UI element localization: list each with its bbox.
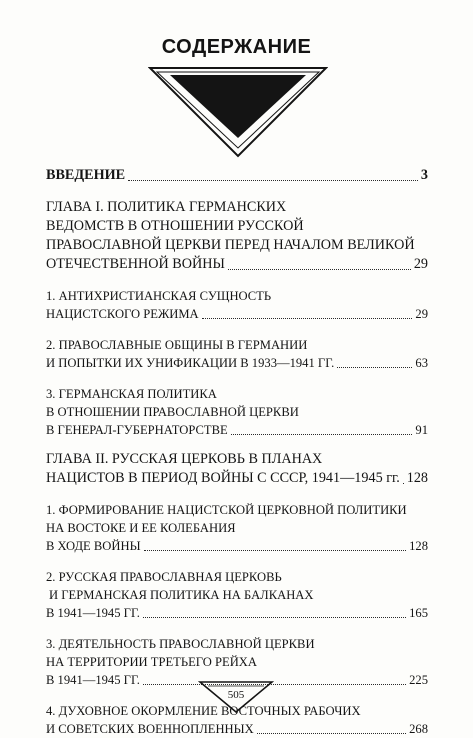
toc-entry-title-line: 3. ГЕРМАНСКАЯ ПОЛИТИКА xyxy=(46,387,217,401)
page-title: СОДЕРЖАНИЕ xyxy=(161,36,312,58)
leader-dots xyxy=(144,550,407,551)
leader-dots xyxy=(257,733,406,734)
toc-entry-title: ВВЕДЕНИЕ xyxy=(46,167,126,183)
toc-entry-title-line: В 1941—1945 ГГ. xyxy=(46,673,140,687)
toc-entry-title-line: 1. ФОРМИРОВАНИЕ НАЦИСТСКОЙ ЦЕРКОВНОЙ ПОЛИТИКИ xyxy=(46,503,407,517)
toc-page-number: 29 xyxy=(415,307,428,321)
toc-page-number: 29 xyxy=(413,256,428,272)
leader-dots xyxy=(128,180,418,181)
toc-entry-title-line: ГЛАВА I. ПОЛИТИКА ГЕРМАНСКИХ xyxy=(46,199,287,215)
toc-entry-title-line: В ОТНОШЕНИИ ПРАВОСЛАВНОЙ ЦЕРКВИ xyxy=(46,405,299,419)
leader-dots xyxy=(143,684,406,685)
toc-entry-1-2[interactable] xyxy=(46,336,428,372)
toc-entry-title-line: В 1941—1945 ГГ. xyxy=(46,606,140,620)
leader-dots xyxy=(337,367,412,368)
toc-page-number: 91 xyxy=(415,423,428,437)
toc-entry-1-1[interactable] xyxy=(46,287,428,323)
leader-dots xyxy=(403,483,404,484)
toc-entry-2-1[interactable] xyxy=(46,501,428,555)
toc-entry-2-2[interactable] xyxy=(46,568,428,622)
toc-page-number: 225 xyxy=(409,673,428,687)
toc-entry-title-line: В ГЕНЕРАЛ-ГУБЕРНАТОРСТВЕ xyxy=(46,423,228,437)
page-number: 505 xyxy=(227,689,245,701)
toc-entry-title-line: И ПОПЫТКИ ИХ УНИФИКАЦИИ В 1933—1941 ГГ. xyxy=(46,356,335,370)
toc-entry-title-line: 1. АНТИХРИСТИАНСКАЯ СУЩНОСТЬ xyxy=(46,289,272,303)
toc-page-number: 165 xyxy=(409,606,428,620)
toc-entry-title-line: НАЦИСТОВ В ПЕРИОД ВОЙНЫ С СССР, 1941—1945 гг. xyxy=(46,470,400,486)
leader-dots xyxy=(228,269,411,270)
toc-entry-title-line: 4. ДУХОВНОЕ ОКОРМЛЕНИЕ ВОСТОЧНЫХ РАБОЧИХ xyxy=(46,704,361,718)
toc-entry-title-line: ГЛАВА II. РУССКАЯ ЦЕРКОВЬ В ПЛАНАХ xyxy=(46,451,323,467)
toc-entry-title-line: ОТЕЧЕСТВЕННОЙ ВОЙНЫ xyxy=(46,256,225,272)
toc-entry-title-line: НАЦИСТСКОГО РЕЖИМА xyxy=(46,307,199,321)
toc-page-number: 128 xyxy=(409,539,428,553)
toc-entry-title-line: НА ВОСТОКЕ И ЕЕ КОЛЕБАНИЯ xyxy=(46,521,236,535)
leader-dots xyxy=(231,434,413,435)
toc-entry-1-3[interactable] xyxy=(46,385,428,439)
toc-entry-title-line: В ХОДЕ ВОЙНЫ xyxy=(46,539,141,553)
toc-entry-title-line: 3. ДЕЯТЕЛЬНОСТЬ ПРАВОСЛАВНОЙ ЦЕРКВИ xyxy=(46,637,315,651)
toc-entry-title-line: НА ТЕРРИТОРИИ ТРЕТЬЕГО РЕЙХА xyxy=(46,655,257,669)
toc-page-number: 268 xyxy=(409,722,428,736)
leader-dots xyxy=(202,318,413,319)
page-footer xyxy=(198,680,274,719)
triangle-ornament-icon xyxy=(148,66,328,158)
toc-entry-title-line: И ГЕРМАНСКАЯ ПОЛИТИКА НА БАЛКАНАХ xyxy=(49,588,314,602)
toc-entry-chapter-1[interactable] xyxy=(46,198,428,274)
toc-entry-chapter-2[interactable] xyxy=(46,450,428,488)
toc-page-number: 128 xyxy=(406,470,428,486)
table-of-contents xyxy=(46,166,428,738)
toc-entry-title-line: 2. ПРАВОСЛАВНЫЕ ОБЩИНЫ В ГЕРМАНИИ xyxy=(46,338,308,352)
toc-entry-title-line: И СОВЕТСКИХ ВОЕННОПЛЕННЫХ xyxy=(46,722,254,736)
toc-page-number: 63 xyxy=(415,356,428,370)
toc-entry-title-line: 2. РУССКАЯ ПРАВОСЛАВНАЯ ЦЕРКОВЬ xyxy=(46,570,282,584)
leader-dots xyxy=(143,617,406,618)
toc-entry-introduction[interactable] xyxy=(46,166,428,185)
toc-entry-title-line: ПРАВОСЛАВНОЙ ЦЕРКВИ ПЕРЕД НАЧАЛОМ ВЕЛИКОЙ xyxy=(46,237,415,253)
toc-page-number: 3 xyxy=(420,167,428,183)
toc-entry-title-line: ВЕДОМСТВ В ОТНОШЕНИИ РУССКОЙ xyxy=(46,218,304,234)
